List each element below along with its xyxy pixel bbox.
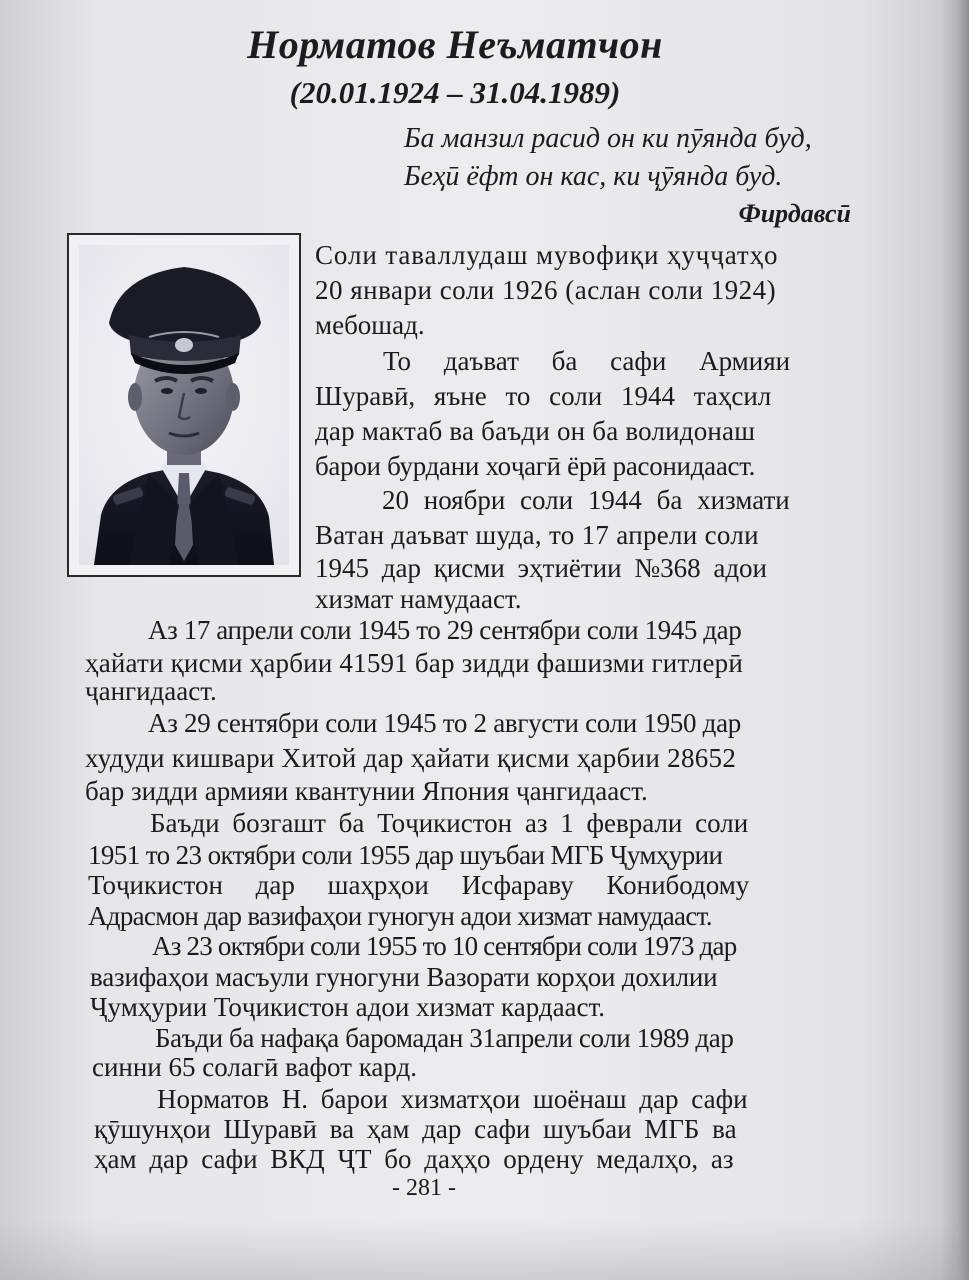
- text-line: Тоҷикистон дар шаҳрҳои Исфараву Конибодому: [88, 870, 750, 900]
- text-line: Аз 23 октябри соли 1955 то 10 сентябри соли 1973 дар: [152, 931, 737, 961]
- epigraph-line: Беҳӣ ёфт он кас, ки ҷӯянда буд.: [404, 161, 783, 192]
- text-line: Адрасмон дар вазифаҳои гуногун адои хизмат намудааст.: [88, 901, 712, 931]
- text-line: Баъди ба нафақа баромадан 31апрели соли 1989 дар: [155, 1023, 734, 1053]
- epigraph-author: Фирдавсӣ: [738, 199, 851, 228]
- epigraph-line: Ба манзил расид он ки пӯянда буд,: [404, 123, 812, 154]
- text-line: 1945 дар қисми эҳтиётии №368 адои: [315, 553, 768, 583]
- text-line: мебошад.: [315, 310, 425, 340]
- text-line: Шуравӣ, яъне то соли 1944 таҳсил: [315, 381, 772, 411]
- text-line: қӯшунҳои Шуравӣ ва ҳам дар сафи шуъбаи МГБ ва: [94, 1114, 737, 1144]
- page-number: - 281 -: [392, 1175, 456, 1201]
- lifespan-dates: (20.01.1924 – 31.04.1989): [289, 75, 621, 110]
- text-line: ҷангидааст.: [85, 676, 217, 706]
- page-edge-shadow: [941, 0, 969, 1280]
- text-line: Ҷумҳурии Тоҷикистон адои хизмат кардааст.: [90, 992, 606, 1022]
- text-line: Аз 29 сентябри соли 1945 то 2 августи соли 1950 дар: [148, 708, 741, 738]
- text-line: бар зидди армияи квантунии Япония ҷангидааст.: [85, 776, 648, 806]
- text-line: 20 январи соли 1926 (аслан соли 1924): [315, 275, 777, 305]
- epigraph-verse: [404, 120, 812, 196]
- text-line: Аз 17 апрели соли 1945 то 29 сентябри соли 1945 дар: [148, 615, 742, 645]
- text-line: То даъват ба сафи Армияи: [383, 346, 791, 376]
- text-line: синни 65 солагӣ вафот кард.: [92, 1052, 418, 1082]
- text-line: Соли таваллудаш мувофиқи ҳуҷҷатҳо: [315, 240, 779, 270]
- text-line: барои бурдани хоҷагӣ ёрӣ расонидааст.: [315, 451, 756, 481]
- bottom-shadow: [0, 1220, 969, 1280]
- text-line: дар мактаб ва баъди он ба волидонаш: [315, 416, 756, 446]
- text-line: 20 ноябри соли 1944 ба хизмати: [382, 485, 790, 515]
- text-line: хизмат намудааст.: [315, 584, 522, 614]
- text-line: Баъди бозгашт ба Тоҷикистон аз 1 феврали соли: [150, 808, 749, 838]
- biography-title: Норматов Неъматчон: [247, 22, 663, 67]
- text-line: худуди кишвари Хитой дар ҳайати қисми ҳарбии 28652: [85, 743, 737, 773]
- text-line: Ватан даъват шуда, то 17 апрели соли: [315, 520, 759, 550]
- text-line: 1951 то 23 октябри соли 1955 дар шуъбаи МГБ Ҷумҳурии: [88, 840, 723, 870]
- portrait-photo-icon: [79, 245, 289, 565]
- portrait-photo-frame: [67, 233, 301, 577]
- text-line: ҳам дар сафи ВКД ҶТ бо даҳҳо ордену медалҳо, аз: [94, 1144, 734, 1174]
- text-line: вазифаҳои масъули гуногуни Вазорати корҳои дохилии: [90, 962, 718, 992]
- text-line: Норматов Н. барои хизматҳои шоёнаш дар сафи: [157, 1084, 748, 1114]
- text-line: ҳайати қисми ҳарбии 41591 бар зидди фашизми гитлерӣ: [85, 648, 743, 678]
